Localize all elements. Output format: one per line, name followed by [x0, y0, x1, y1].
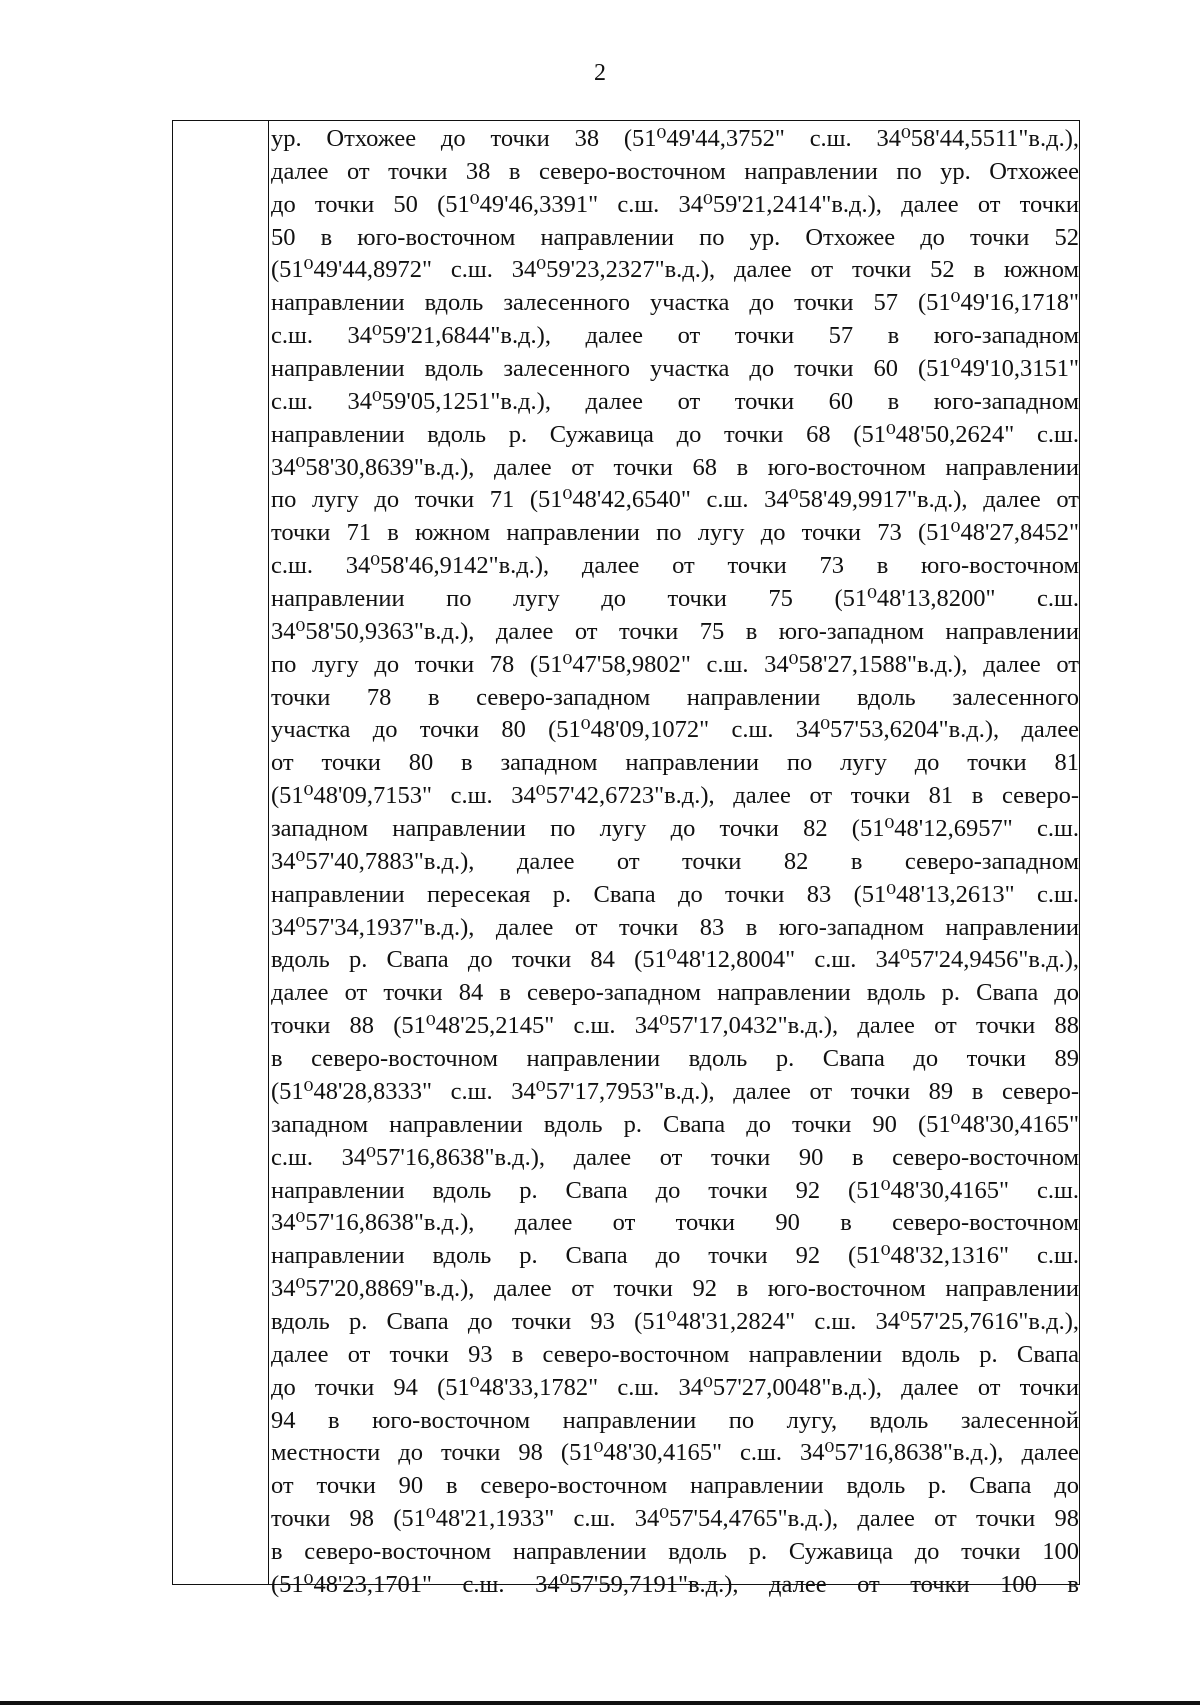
text-line: с.ш. 34⁰59'21,6844"в.д.), далее от точки 57 в юго-западном [271, 322, 1079, 350]
page-number: 2 [594, 60, 606, 86]
text-line: западном направлении вдоль р. Свапа до точки 90 (51⁰48'30,4165" [271, 1110, 1079, 1138]
text-line: (51⁰48'09,7153" с.ш. 34⁰57'42,6723"в.д.), далее от точки 81 в северо- [271, 782, 1079, 810]
text-line: западном направлении по лугу до точки 82 (51⁰48'12,6957" с.ш. [271, 815, 1079, 843]
text-line: местности до точки 98 (51⁰48'30,4165" с.ш. 34⁰57'16,8638"в.д.), далее [271, 1439, 1079, 1467]
text-line: до точки 94 (51⁰48'33,1782" с.ш. 34⁰57'27,0048"в.д.), далее от точки [271, 1373, 1079, 1401]
text-line: 34⁰57'16,8638"в.д.), далее от точки 90 в северо-восточном [271, 1209, 1079, 1237]
text-line: вдоль р. Свапа до точки 93 (51⁰48'31,2824" с.ш. 34⁰57'25,7616"в.д.), [271, 1307, 1079, 1335]
text-line: до точки 50 (51⁰49'46,3391" с.ш. 34⁰59'21,2414"в.д.), далее от точки [271, 190, 1079, 218]
text-line: направлении вдоль залесенного участка до точки 60 (51⁰49'10,3151" [271, 355, 1079, 383]
text-line: направлении вдоль р. Свапа до точки 92 (51⁰48'30,4165" с.ш. [271, 1176, 1079, 1204]
table-text-cell [269, 121, 1081, 1598]
text-line: 34⁰57'20,8869"в.д.), далее от точки 92 в юго-восточном направлении [271, 1275, 1079, 1303]
text-line: точки 71 в южном направлении по лугу до точки 73 (51⁰48'27,8452" [271, 519, 1079, 547]
text-line: 50 в юго-восточном направлении по ур. Отхожее до точки 52 [271, 223, 1079, 251]
text-line: направлении пересекая р. Свапа до точки 83 (51⁰48'13,2613" с.ш. [271, 880, 1079, 908]
text-line: точки 88 (51⁰48'25,2145" с.ш. 34⁰57'17,0432"в.д.), далее от точки 88 [271, 1012, 1079, 1040]
text-line: точки 98 (51⁰48'21,1933" с.ш. 34⁰57'54,4765"в.д.), далее от точки 98 [271, 1505, 1079, 1533]
text-line: в северо-восточном направлении вдоль р. Свапа до точки 89 [271, 1045, 1079, 1073]
text-line: 34⁰58'30,8639"в.д.), далее от точки 68 в юго-восточном направлении [271, 453, 1079, 481]
text-line: направлении вдоль р. Свапа до точки 92 (51⁰48'32,1316" с.ш. [271, 1242, 1079, 1270]
text-line: направлении вдоль р. Сужавица до точки 68 (51⁰48'50,2624" с.ш. [271, 420, 1079, 448]
text-line: 34⁰57'34,1937"в.д.), далее от точки 83 в юго-западном направлении [271, 913, 1079, 941]
text-line: (51⁰48'23,1701" с.ш. 34⁰57'59,7191"в.д.), далее от точки 100 в [271, 1570, 1079, 1598]
text-line: 34⁰57'40,7883"в.д.), далее от точки 82 в северо-западном [271, 847, 1079, 875]
text-line: направлении по лугу до точки 75 (51⁰48'13,8200" с.ш. [271, 585, 1079, 613]
text-line: с.ш. 34⁰59'05,1251"в.д.), далее от точки 60 в юго-западном [271, 387, 1079, 415]
text-line: (51⁰48'28,8333" с.ш. 34⁰57'17,7953"в.д.), далее от точки 89 в северо- [271, 1077, 1079, 1105]
text-line: (51⁰49'44,8972" с.ш. 34⁰59'23,2327"в.д.), далее от точки 52 в южном [271, 256, 1079, 284]
text-line: в северо-восточном направлении вдоль р. Сужавица до точки 100 [271, 1537, 1079, 1565]
text-line: по лугу до точки 78 (51⁰47'58,9802" с.ш. 34⁰58'27,1588"в.д.), далее от [271, 650, 1079, 678]
boundary-description-table [172, 120, 1080, 1598]
text-line: 94 в юго-восточном направлении по лугу, вдоль залесенной [271, 1406, 1079, 1434]
text-line: 34⁰58'50,9363"в.д.), далее от точки 75 в юго-западном направлении [271, 617, 1079, 645]
text-line: вдоль р. Свапа до точки 84 (51⁰48'12,8004" с.ш. 34⁰57'24,9456"в.д.), [271, 946, 1079, 974]
text-line: по лугу до точки 71 (51⁰48'42,6540" с.ш. 34⁰58'49,9917"в.д.), далее от [271, 486, 1079, 514]
text-line: ур. Отхожее до точки 38 (51⁰49'44,3752" с.ш. 34⁰58'44,5511"в.д.), [271, 125, 1079, 152]
text-line: далее от точки 84 в северо-западном направлении вдоль р. Свапа до [271, 979, 1079, 1007]
text-line: далее от точки 38 в северо-восточном направлении по ур. Отхожее [271, 157, 1079, 185]
text-line: участка до точки 80 (51⁰48'09,1072" с.ш. 34⁰57'53,6204"в.д.), далее [271, 716, 1079, 744]
page-bottom-edge [0, 1701, 1200, 1705]
text-line: от точки 90 в северо-восточном направлении вдоль р. Свапа до [271, 1472, 1079, 1500]
text-line: далее от точки 93 в северо-восточном направлении вдоль р. Свапа [271, 1340, 1079, 1368]
text-line: точки 78 в северо-западном направлении вдоль залесенного [271, 683, 1079, 711]
text-line: с.ш. 34⁰58'46,9142"в.д.), далее от точки 73 в юго-восточном [271, 552, 1079, 580]
text-line: направлении вдоль залесенного участка до точки 57 (51⁰49'16,1718" [271, 289, 1079, 317]
table-left-cell [173, 121, 269, 1584]
text-line: с.ш. 34⁰57'16,8638"в.д.), далее от точки 90 в северо-восточном [271, 1143, 1079, 1171]
text-line: от точки 80 в западном направлении по лугу до точки 81 [271, 749, 1079, 777]
